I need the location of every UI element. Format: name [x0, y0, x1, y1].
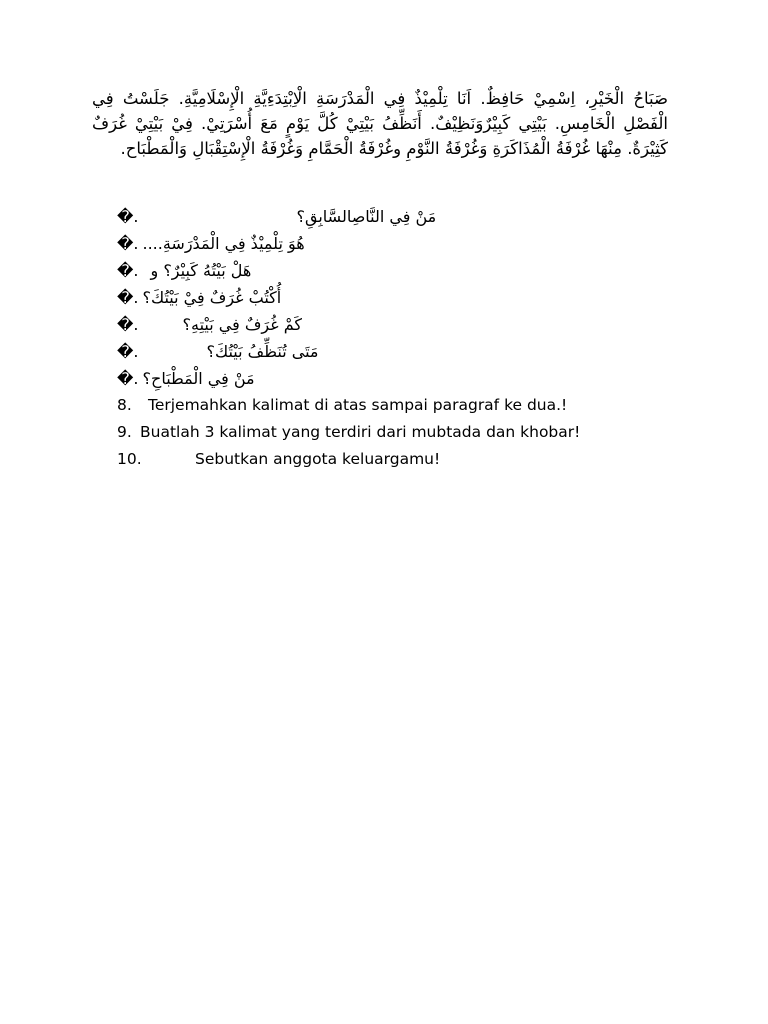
- question-text: هَلْ بَيْتُهُ كَبِيْرٌ؟ و: [150, 261, 252, 280]
- list-item: [117, 365, 677, 392]
- missing-glyph-marker: �.: [117, 234, 139, 253]
- question-text: مَتَى تُنَظِّفُ بَيْتُكَ؟: [206, 342, 319, 361]
- missing-glyph-marker: �.: [117, 369, 139, 388]
- list-item: [117, 311, 677, 338]
- list-item: [117, 284, 677, 311]
- question-text: مَنْ فِي الْمَطْبَاحِ؟: [142, 369, 255, 388]
- task-text: Terjemahkan kalimat di atas sampai paragraf ke dua.!: [148, 396, 568, 414]
- missing-glyph-marker: �.: [117, 207, 139, 226]
- list-item: [117, 338, 677, 365]
- list-item: [117, 419, 677, 446]
- question-text: كَمْ غُرَفٌ فِي بَيْتِهِ؟: [182, 315, 302, 334]
- arabic-paragraph: صَبَاحُ الْخَيْرِ، اِسْمِيْ حَافِظٌ. اَنَا تِلْمِيْذٌ فِي الْمَدْرَسَةِ الْاِبْتِدَءِيَّةِ الْإِسْلَامِيَّةِ. جَلَسْتُ فِي الْفَصْلِ الْخَامِسِ. بَيْتِي كَبِيْرٌوَنَظِيْفٌ. أَنَظِّفُ بَيْتِيْ كُلَّ يَوْمٍ مَعَ أُسْرَتِيْ. فِيْ بَيْتِيْ غُرَفٌ كَثِيْرَةٌ. مِنْهَا غُرْفَةُ الْمُذَاكَرَةِ وَغُرْفَةُ النَّوْمِ وغُرْفَةُ الْحَمَّامِ وَغُرْفَةُ الْإِسْتِقْبَالِ وَالْمَطْبَاح.: [92, 89, 668, 158]
- task-text: Buatlah 3 kalimat yang terdiri dari mubtada dan khobar!: [140, 423, 581, 441]
- missing-glyph-marker: �.: [117, 261, 139, 280]
- list-item: [117, 230, 677, 257]
- question-text: مَنْ فِي النَّاصِالسَّابِقِ؟: [296, 207, 437, 226]
- missing-glyph-marker: �.: [117, 315, 139, 334]
- missing-glyph-marker: �.: [117, 288, 139, 307]
- list-item: [117, 446, 677, 473]
- question-text: هُوَ تِلْمِيْذٌ فِي الْمَدْرَسَةِ....: [142, 234, 305, 253]
- missing-glyph-marker: �.: [117, 342, 139, 361]
- list-item: [117, 203, 677, 230]
- task-list: [117, 392, 677, 473]
- task-number: 10.: [117, 450, 142, 468]
- task-number: 9.: [117, 423, 132, 441]
- task-text: Sebutkan anggota keluargamu!: [195, 450, 441, 468]
- question-text: أُكْتُبْ غُرَفٌ فِيْ بَيْتُكَ؟: [142, 288, 282, 307]
- list-item: [117, 392, 677, 419]
- task-number: 8.: [117, 396, 132, 414]
- list-item: [117, 257, 677, 284]
- question-list: [117, 203, 677, 392]
